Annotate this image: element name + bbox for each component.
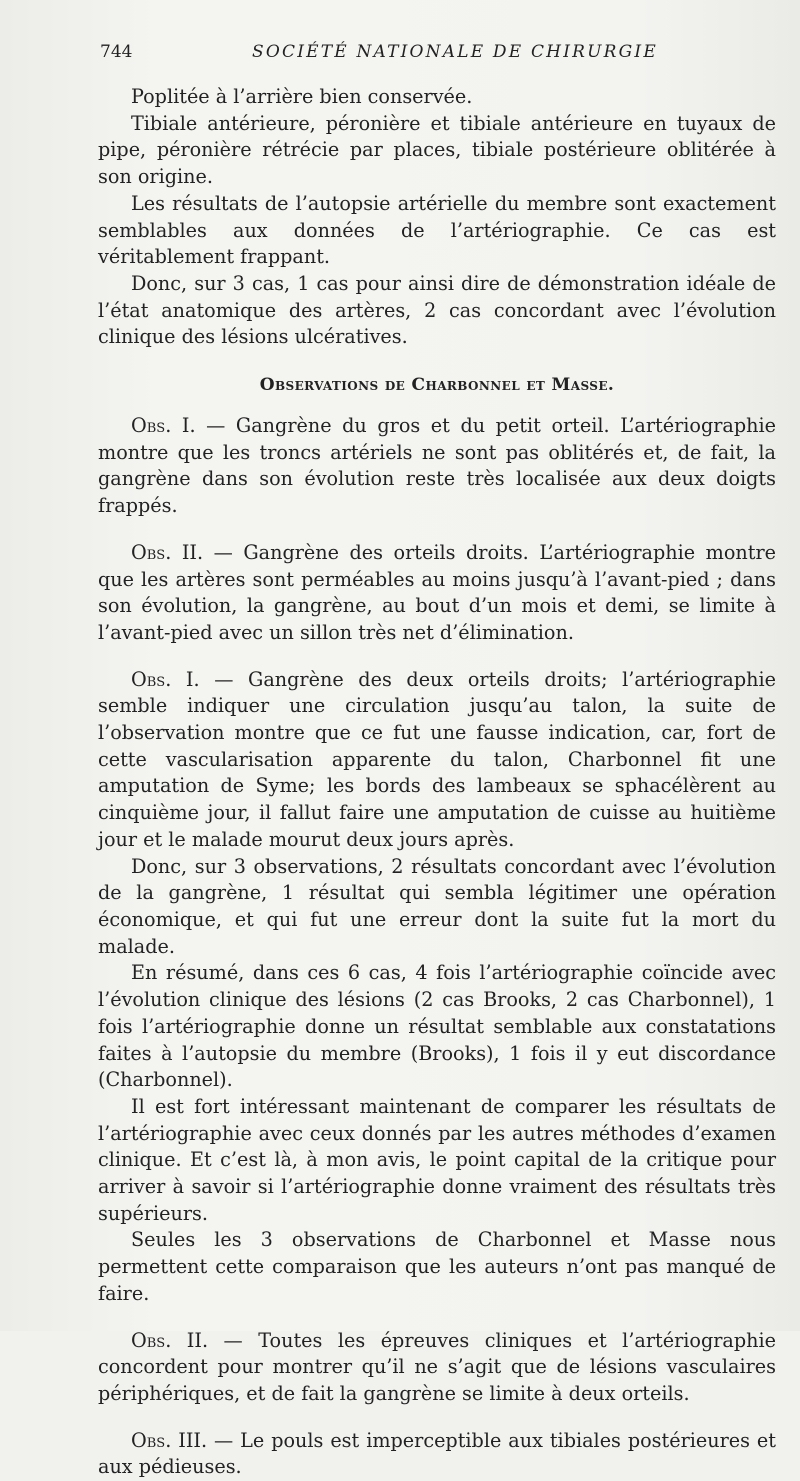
observation-4 (98, 1328, 776, 1408)
observation-3 (98, 667, 776, 854)
observation-label: Obs. II. (131, 1328, 209, 1352)
paragraph (98, 413, 776, 520)
page-body (98, 84, 776, 1481)
observation-label: Obs. I. (131, 667, 200, 691)
observation-label: Obs. I. (131, 414, 196, 438)
paragraph (98, 540, 776, 647)
paragraph: Tibiale antérieure, péronière et tibiale antérieure en tuyaux de pipe, péronière rétrécie par places, tibiale postérieure oblitérée à son origine. (98, 111, 776, 189)
paragraph: Donc, sur 3 cas, 1 cas pour ainsi dire de démonstration idéale de l’état anatomique des artères, 2 cas concordant avec l’évolution clinique des lésions ulcératives. (98, 271, 776, 349)
observation-text: — Gangrène du gros et du petit orteil. L’artériographie montre que les troncs artériels ne sont pas oblitérés et, de fait, la gangrène dans son évolution reste très localisée aux deux doigts frappés. (98, 414, 776, 518)
observation-1 (98, 413, 776, 520)
observation-text: — Le pouls est imperceptible aux tibiales postérieures et aux pédieuses. (98, 1428, 776, 1479)
summary-block (98, 854, 776, 1308)
section-heading: Observations de Charbonnel et Masse. (259, 375, 615, 396)
paragraph (98, 667, 776, 854)
paragraph: Les résultats de l’autopsie artérielle du membre sont exactement semblables aux données de l’artériographie. Ce cas est véritablement frappant. (98, 191, 776, 269)
paragraph (98, 1328, 776, 1408)
paragraph: En résumé, dans ces 6 cas, 4 fois l’artériographie coïncide avec l’évolution clinique des lésions (2 cas Brooks, 2 cas Charbonnel), 1 fois l’artériographie donne un résultat semblable aux constatations faites à l’autopsie du membre (Brooks), 1 fois il y eut discordance (Charbonnel). (98, 961, 776, 1092)
spacer (98, 520, 776, 540)
paragraph: Seules les 3 observations de Charbonnel et Masse nous permettent cette comparaison que les auteurs n’ont pas manqué de faire. (98, 1228, 776, 1305)
observation-text: — Gangrène des orteils droits. L’artériographie montre que les artères sont perméables au moins jusqu’à l’avant-pied ; dans son évolution, la gangrène, au bout d’un mois et demi, se limite à l’avant-pied avec un sillon très net d’élimination. (98, 540, 776, 644)
paragraph: Donc, sur 3 observations, 2 résultats concordant avec l’évolution de la gangrène, 1 résultat qui sembla légitimer une opération économique, et qui fut une erreur dont la suite fut la mort du malade. (98, 854, 776, 958)
spacer (98, 1408, 776, 1428)
observation-2 (98, 540, 776, 647)
paragraph: Poplitée à l’arrière bien conservée. (131, 85, 473, 108)
observation-label: Obs. III. (131, 1428, 208, 1452)
running-title: SOCIÉTÉ NATIONALE DE CHIRURGIE (252, 42, 658, 62)
observation-label: Obs. II. (131, 540, 204, 564)
intro-block (98, 84, 776, 351)
paragraph: Il est fort intéressant maintenant de comparer les résultats de l’artériographie avec ceux donnés par les autres méthodes d’examen clinique. Et c’est là, à mon avis, le point capital de la critique pour arriver à savoir si l’artériographie donne vraiment des résultats très supérieurs. (98, 1094, 776, 1225)
page-header (100, 42, 780, 66)
paragraph (98, 1428, 776, 1481)
spacer (98, 1308, 776, 1328)
observation-text: — Toutes les épreuves cliniques et l’artériographie concordent pour montrer qu’il ne s’agit que de lésions vasculaires périphériques, et de fait la gangrène se limite à deux orteils. (98, 1328, 776, 1405)
spacer (98, 647, 776, 667)
page-number: 744 (100, 42, 133, 62)
observation-text: — Gangrène des deux orteils droits; l’artériographie semble indiquer une circulation jusqu’au talon, la suite de l’observation montre que ce fut une fausse indication, car, fort de cette vascularisation apparente du talon, Charbonnel fit une amputation de Syme; les bords des lambeaux se sphacélèrent au cinquième jour, il fallut faire une amputation de cuisse au huitième jour et le malade mourut deux jours après. (98, 667, 776, 851)
observation-5 (98, 1428, 776, 1481)
